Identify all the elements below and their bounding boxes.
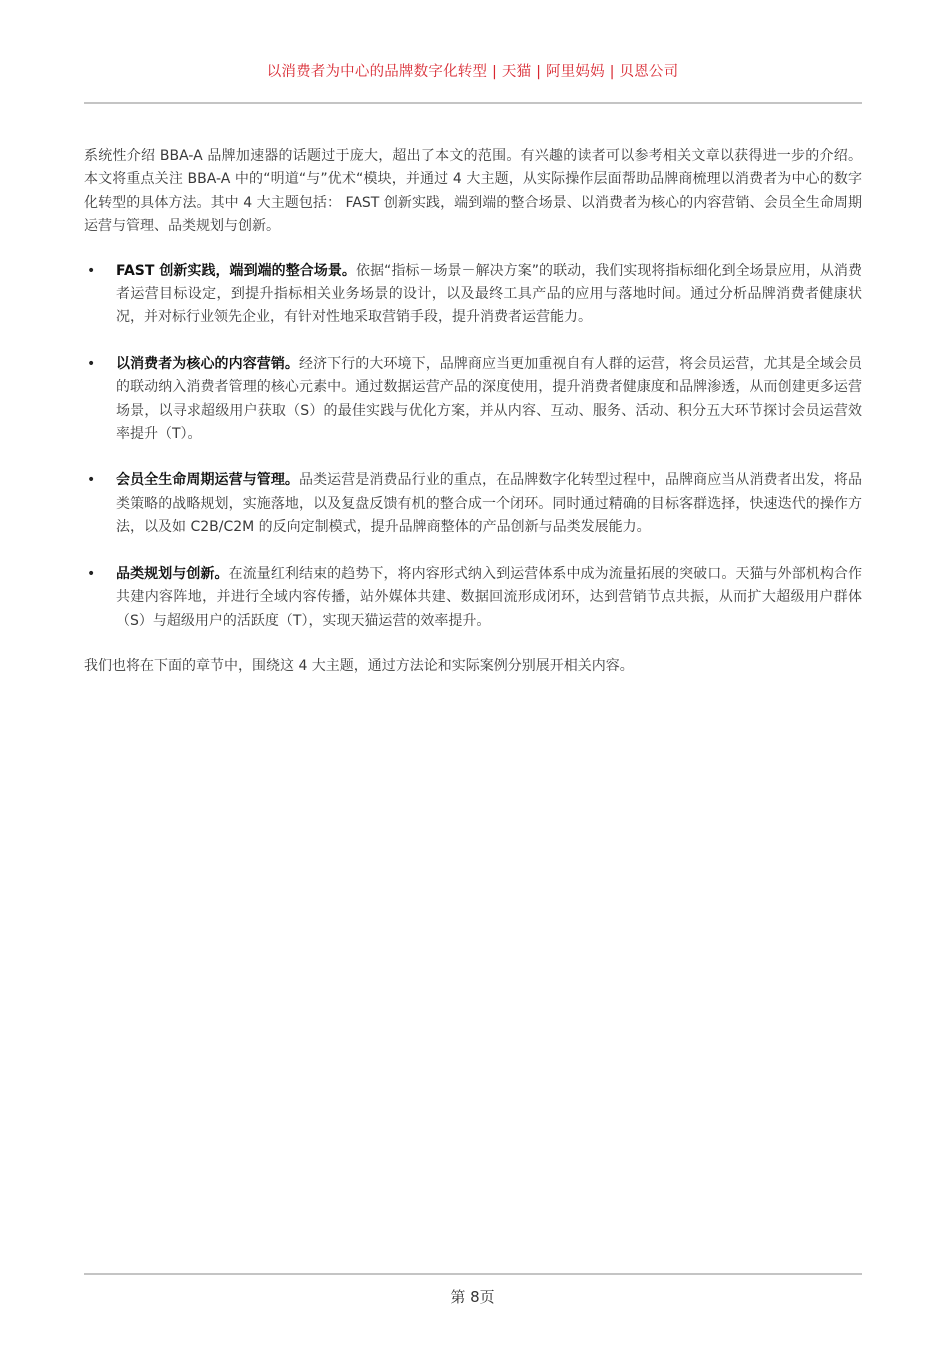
topic-item-member-lifecycle: [84, 469, 862, 539]
document-header-title: 以消费者为中心的品牌数字化转型 | 天猫 | 阿里妈妈 | 贝恩公司: [266, 64, 679, 80]
main-content: [84, 145, 862, 678]
header-divider: [84, 102, 862, 104]
topic-body: 品类运营是消费品行业的重点，在品牌数字化转型过程中，品牌商应当从消费者出发，将品类策略的战略规划，实施落地，以及复盘反馈有机的整合成一个闭环。同时通过精确的目标客群选择，快速迭代的操作方法，以及如 C2B/C2M 的反向定制模式，提升品牌商整体的产品创新与品类发展能力。: [116, 472, 862, 536]
bullet-icon: •: [87, 472, 96, 489]
topic-list: [84, 260, 862, 633]
topic-item-fast: [84, 260, 862, 330]
topic-body: 在流量红利结束的趋势下，将内容形式纳入到运营体系中成为流量拓展的突破口。天猫与外部机构合作共建内容阵地，并进行全域内容传播，站外媒体共建、数据回流形成闭环，达到营销节点共振，从而扩大超级用户群体（S）与超级用户的活跃度（T），实现天猫运营的效率提升。: [116, 565, 863, 629]
topic-item-category-planning: [84, 563, 862, 633]
bullet-icon: •: [87, 355, 96, 372]
footer-divider: [84, 1273, 862, 1275]
page-number: 第 8页: [450, 1288, 495, 1306]
topic-heading: 会员全生命周期运营与管理。: [116, 472, 299, 489]
topic-body: 依据“指标－场景－解决方案”的联动，我们实现将指标细化到全场景应用，从消费者运营目标设定，到提升指标相关业务场景的设计，以及最终工具产品的应用与落地时间。通过分析品牌消费者健康状况，并对标行业领先企业，有针对性地采取营销手段，提升消费者运营能力。: [116, 262, 862, 326]
topic-item-content-marketing: [84, 353, 862, 447]
topic-heading: 以消费者为核心的内容营销。: [116, 355, 299, 372]
bullet-icon: •: [87, 262, 96, 279]
topic-heading: 品类规划与创新。: [116, 565, 229, 582]
bullet-icon: •: [87, 565, 96, 582]
topic-body: 经济下行的大环境下，品牌商应当更加重视自有人群的运营，将会员运营，尤其是全域会员的联动纳入消费者管理的核心元素中。通过数据运营产品的深度使用，提升消费者健康度和品牌渗透，从而创建更多运营场景，以寻求超级用户获取（S）的最佳实践与优化方案，并从内容、互动、服务、活动、积分五大环节探讨会员运营效率提升（T）。: [116, 355, 862, 443]
closing-paragraph: 我们也将在下面的章节中，围绕这 4 大主题，通过方法论和实际案例分别展开相关内容。: [84, 657, 634, 674]
topic-heading: FAST 创新实践，端到端的整合场景。: [116, 262, 356, 279]
intro-paragraph: 系统性介绍 BBA-A 品牌加速器的话题过于庞大，超出了本文的范围。有兴趣的读者可以参考相关文章以获得进一步的介绍。本文将重点关注 BBA-A 中的“明道“与”优术“模块，并通过 4 大主题，从实际操作层面帮助品牌商梳理以消费者为中心的数字化转型的具体方法。其中 4 大主题包括： FAST 创新实践，端到端的整合场景、以消费者为核心的内容营销、会员全生命周期运营与管理、品类规划与创新。: [84, 148, 862, 235]
